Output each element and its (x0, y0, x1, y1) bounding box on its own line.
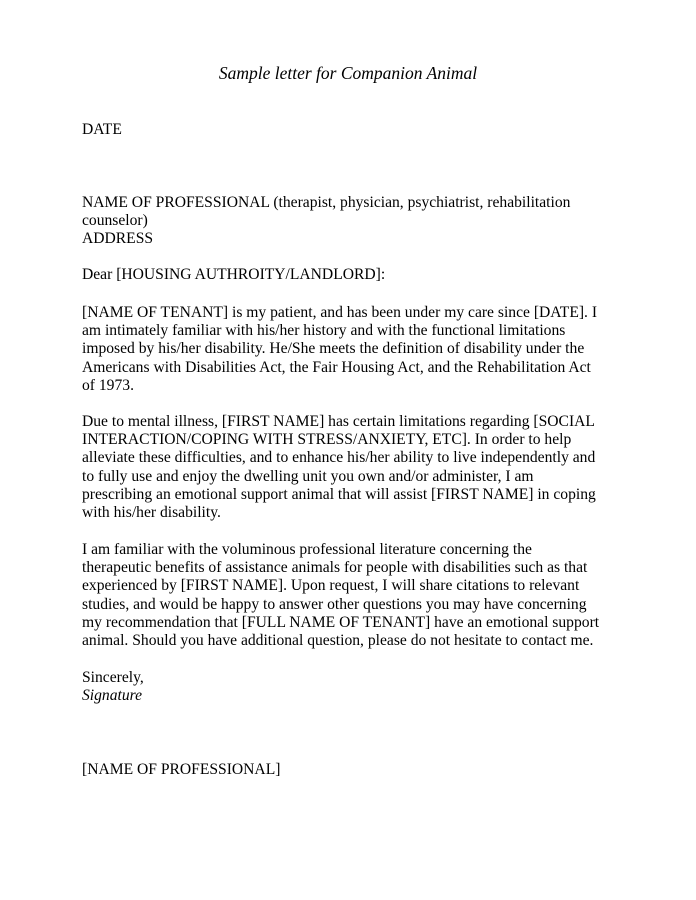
paragraph-1 (82, 304, 622, 395)
paragraph-line: animal. Should you have additional question, please do not hesitate to contact me. (82, 632, 594, 650)
closing-block (82, 669, 622, 705)
paragraph-line: my recommendation that [FULL NAME OF TENANT] have an emotional support (82, 613, 600, 631)
paragraph-line: experienced by [FIRST NAME]. Upon request, I will share citations to relevant (82, 577, 580, 595)
professional-name: [NAME OF PROFESSIONAL] (82, 761, 281, 778)
paragraph-line: studies, and would be happy to answer other questions you may have concerning (82, 595, 587, 613)
paragraph-line: therapeutic benefits of assistance animals for people with disabilities such as that (82, 559, 588, 577)
professional-header (82, 194, 622, 249)
professional-address: ADDRESS (82, 230, 154, 248)
paragraph-2 (82, 413, 622, 522)
paragraph-line: [NAME OF TENANT] is my patient, and has been under my care since [DATE]. I (82, 304, 598, 321)
paragraph-line: to fully use and enjoy the dwelling unit you own and/or administer, I am (82, 467, 534, 485)
paragraph-line: Americans with Disabilities Act, the Fair Housing Act, and the Rehabilitation Act (82, 358, 591, 376)
paragraph-line: with his/her disability. (82, 504, 221, 522)
letter-title: Sample letter for Companion Animal (218, 63, 478, 83)
signature: Signature (82, 687, 143, 705)
paragraph-line: of 1973. (82, 376, 134, 394)
paragraph-line: prescribing an emotional support animal that will assist [FIRST NAME] in coping (82, 485, 596, 503)
paragraph-3 (82, 541, 622, 650)
paragraph-line: am intimately familiar with his/her history and with the functional limitations (82, 322, 566, 340)
professional-header-line: NAME OF PROFESSIONAL (therapist, physician, psychiatrist, rehabilitation (82, 194, 571, 211)
salutation: Dear [HOUSING AUTHROITY/LANDLORD]: (82, 266, 386, 283)
paragraph-line: I am familiar with the voluminous professional literature concerning the (82, 541, 532, 558)
paragraph-line: imposed by his/her disability. He/She meets the definition of disability under the (82, 340, 585, 358)
date-line: DATE (82, 121, 122, 138)
paragraph-line: INTERACTION/COPING WITH STRESS/ANXIETY, ETC]. In order to help (82, 431, 572, 449)
closing: Sincerely, (82, 669, 144, 686)
paragraph-line: alleviate these difficulties, and to enhance his/her ability to live independently and (82, 449, 596, 467)
professional-header-line: counselor) (82, 212, 148, 230)
paragraph-line: Due to mental illness, [FIRST NAME] has certain limitations regarding [SOCIAL (82, 413, 595, 430)
